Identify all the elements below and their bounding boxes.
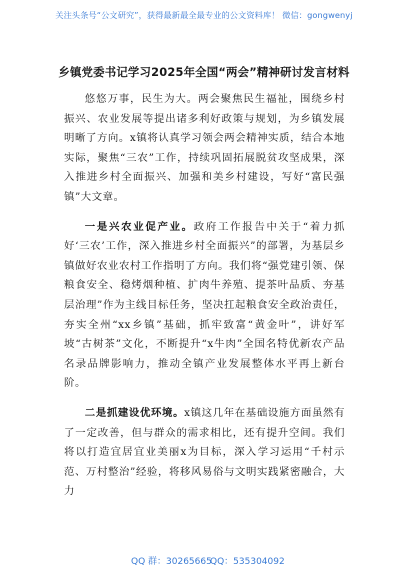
document-title: 乡镇党委书记学习2025年全国“两会”精神研讨发言材料: [58, 65, 350, 79]
paragraph-intro: [64, 90, 345, 208]
paragraph-text: 悠悠万事，民生为大。两会聚焦民生福祉，围绕乡村振兴、农业发展等提出诸多利好政策与规划，为乡镇发展明晰了方向。x镇将认真学习领会两会精神实质，结合本地实际，聚焦“三农”工作，持续巩固拓展脱贫攻坚成果，深入推进乡村全面振兴、加强和美乡村建设，写好“富民强镇”大文章。: [64, 93, 345, 203]
paragraph-agriculture: [64, 218, 345, 394]
footer-qq-group: QQ 群：30265665: [131, 557, 212, 567]
footer-qq-number: QQ：535304092: [210, 557, 285, 567]
document-body: [64, 90, 345, 512]
paragraph-construction: [64, 404, 345, 502]
paragraph-text: 政府工作报告中关于“着力抓好‘三农’工作，深入推进乡村全面振兴”的部署，为基层乡镇做好农业农村工作指明了方向。我们将“强党建引领、保粮食安全、稳烤烟种植、扩肉牛养殖、提茶叶品质、夯基层治理”作为主线目标任务，坚决扛起粮食安全政治责任，夯实全州“xx乡镇”基础，抓牢致富“黄金叶”，讲好军坡“古树茶”文化，不断提升“x牛肉”全国名特优新农产品名录品牌影响力，推动全镇产业发展整体水平再上新台阶。: [64, 220, 345, 390]
paragraph-text: x镇这几年在基础设施方面虽然有了一定改善，但与群众的需求相比，还有提升空间。我们将以打造宜居宜业美丽x为目标，深入学习运用“千村示范、万村整治”经验，将移风易俗与文明实践紧密融合，大力: [64, 406, 345, 498]
paragraph-lead: 二是抓建设优环境。: [84, 406, 185, 419]
header-watermark-note: 关注头条号“公文研究”，获得最新最全最专业的公文资料库！ 微信：gongwenyj: [55, 10, 353, 20]
paragraph-lead: 一是兴农业促产业。: [84, 220, 194, 233]
